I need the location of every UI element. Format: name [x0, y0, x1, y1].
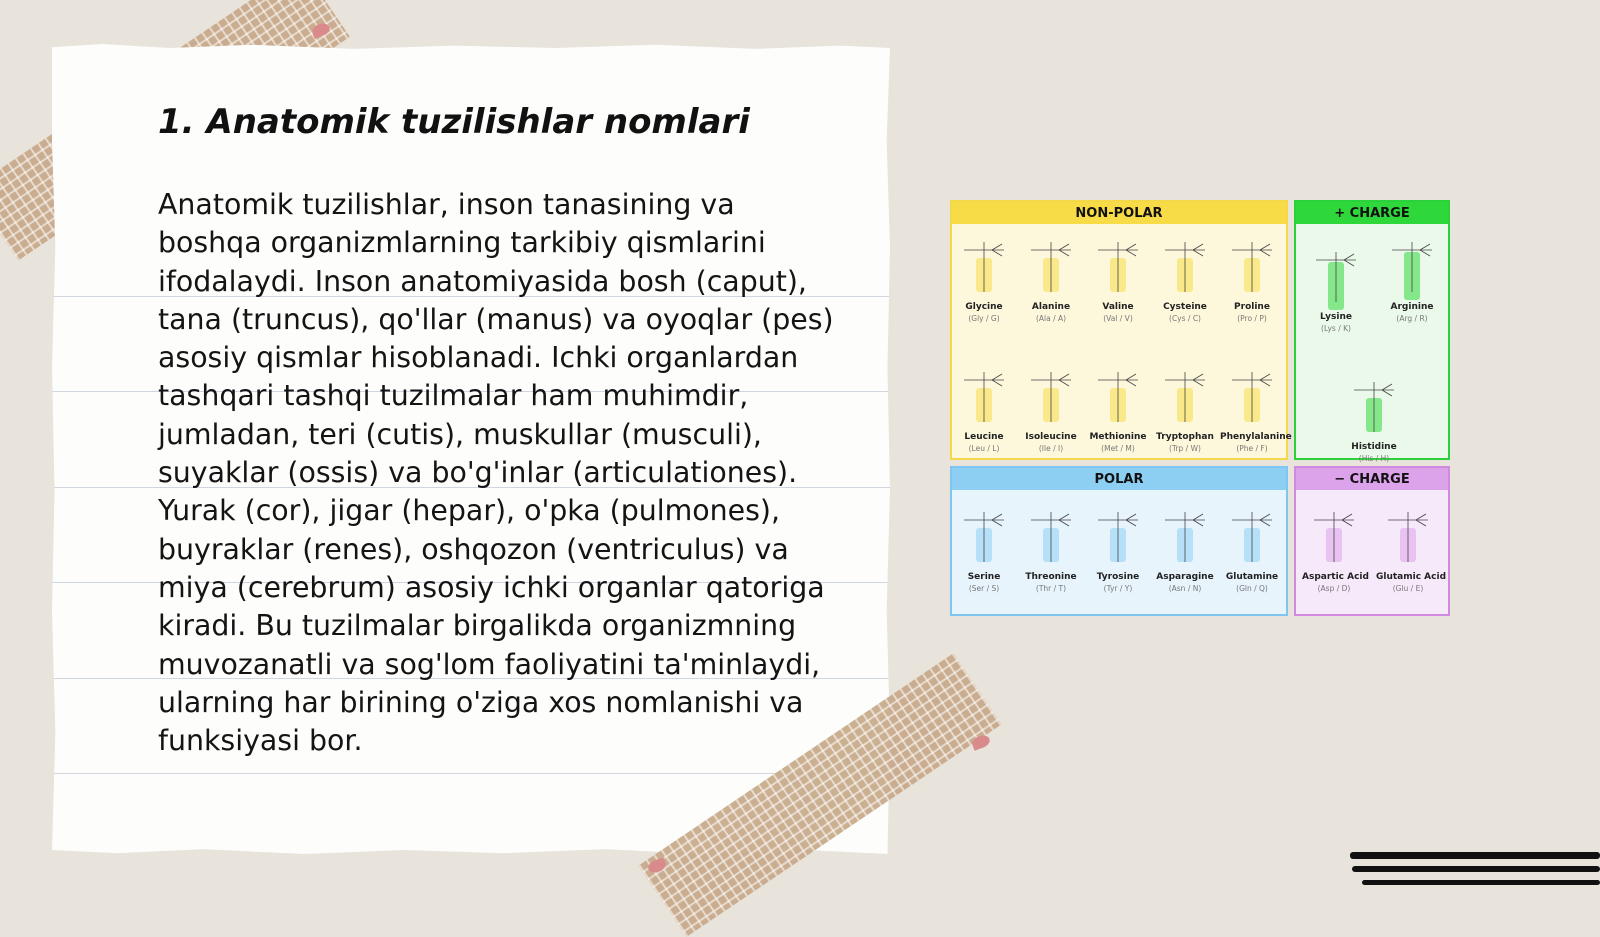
group-header: NON-POLAR	[952, 202, 1286, 224]
amino-acid-abbreviation: (Ser / S)	[968, 584, 1000, 593]
amino-acid-abbreviation: (Pro / P)	[1237, 314, 1267, 323]
amino-acid-arginine	[1380, 232, 1444, 323]
group-header: + CHARGE	[1296, 202, 1448, 224]
amino-acid-abbreviation: (Thr / T)	[1035, 584, 1067, 593]
amino-acid-name: Proline	[1234, 302, 1270, 312]
amino-acid-name: Cysteine	[1163, 302, 1207, 312]
amino-acid-name: Tryptophan	[1156, 432, 1214, 442]
molecule-structure-icon	[1025, 502, 1077, 572]
group-header: − CHARGE	[1296, 468, 1448, 490]
amino-acid-asparagine	[1153, 502, 1217, 593]
amino-acid-name: Asparagine	[1156, 572, 1214, 582]
amino-acid-name: Valine	[1102, 302, 1134, 312]
amino-acid-abbreviation: (Val / V)	[1103, 314, 1133, 323]
amino-acid-abbreviation: (Cys / C)	[1169, 314, 1201, 323]
amino-acid-abbreviation: (Glu / E)	[1392, 584, 1424, 593]
molecule-structure-icon	[958, 232, 1010, 302]
amino-acid-lysine	[1304, 242, 1368, 333]
amino-acid-abbreviation: (Gly / G)	[968, 314, 1000, 323]
amino-acid-name: Aspartic Acid	[1302, 572, 1369, 582]
amino-acid-name: Arginine	[1390, 302, 1434, 312]
molecule-structure-icon	[1308, 502, 1360, 572]
amino-acid-name: Glycine	[965, 302, 1003, 312]
amino-acid-name: Glutamine	[1225, 572, 1279, 582]
amino-acid-abbreviation: (Met / M)	[1101, 444, 1135, 453]
molecule-structure-icon	[1310, 242, 1362, 312]
molecule-structure-icon	[1226, 232, 1278, 302]
molecule-structure-icon	[1348, 372, 1400, 442]
amino-acid-abbreviation: (His / H)	[1358, 454, 1390, 463]
amino-acid-alanine	[1019, 232, 1083, 323]
amino-acid-name: Tyrosine	[1096, 572, 1140, 582]
amino-acid-name: Phenylalanine	[1220, 432, 1292, 442]
brush-stroke	[1362, 880, 1600, 885]
brush-stroke	[1350, 852, 1600, 859]
amino-acid-abbreviation: (Lys / K)	[1321, 324, 1351, 333]
amino-acid-tyrosine	[1086, 502, 1150, 593]
amino-acid-name: Histidine	[1351, 442, 1397, 452]
molecule-structure-icon	[958, 502, 1010, 572]
amino-acid-abbreviation: (Arg / R)	[1396, 314, 1428, 323]
amino-acid-glycine	[952, 232, 1016, 323]
group-polar	[950, 466, 1288, 616]
amino-acid-name: Alanine	[1031, 302, 1071, 312]
amino-acid-cysteine	[1153, 232, 1217, 323]
molecule-structure-icon	[1382, 502, 1434, 572]
group-plus-charge	[1294, 200, 1450, 463]
amino-acid-abbreviation: (Tyr / Y)	[1103, 584, 1133, 593]
molecule-structure-icon	[1025, 232, 1077, 302]
amino-acid-name: Methionine	[1089, 432, 1147, 442]
group-minus-charge	[1294, 466, 1450, 616]
slide-title: 1. Anatomik tuzilishlar nomlari	[158, 102, 750, 142]
molecule-structure-icon	[1159, 502, 1211, 572]
amino-acid-glutamine	[1220, 502, 1284, 593]
amino-acid-name: Lysine	[1320, 312, 1352, 322]
amino-acid-threonine	[1019, 502, 1083, 593]
amino-acid-name: Serine	[967, 572, 1001, 582]
amino-acid-phenylalanine	[1220, 362, 1292, 453]
slide-body-text: Anatomik tuzilishlar, inson tanasining va boshqa organizmlarning tarkibiy qismlarini ifodalaydi. Inson anatomiyasida bosh (caput), tana (truncus), qo'llar (manus) va oyoqlar (pes) asosiy qismlar hisoblanadi. Ichki organlardan tashqari tashqi tuzilmalar ham muhimdir, jumladan, teri (cutis), muskullar (musculi), suyaklar (ossis) va bo'g'inlar (articulationes). Yurak (cor), jigar (hepar), o'pka (pulmones), buyraklar (renes), oshqozon (ventriculus) va miya (cerebrum) asosiy ichki organlar qatoriga kiradi. Bu tuzilmalar birgalikda organizmning muvozanatli va sog'lom faoliyatini ta'minlaydi, ularning har birining o'ziga xos nomlanishi va funksiyasi bor.	[158, 188, 834, 758]
molecule-structure-icon	[1159, 232, 1211, 302]
amino-acid-abbreviation: (Gln / Q)	[1236, 584, 1268, 593]
amino-acid-aspartic-acid	[1302, 502, 1369, 593]
amino-acid-methionine	[1086, 362, 1150, 453]
amino-acid-abbreviation: (Phe / F)	[1236, 444, 1268, 453]
amino-acid-tryptophan	[1153, 362, 1217, 453]
amino-acid-valine	[1086, 232, 1150, 323]
amino-acid-name: Threonine	[1025, 572, 1077, 582]
amino-acid-proline	[1220, 232, 1284, 323]
group-nonpolar	[950, 200, 1292, 460]
molecule-structure-icon	[1386, 232, 1438, 302]
molecule-structure-icon	[1226, 502, 1278, 572]
amino-acid-abbreviation: (Asp / D)	[1317, 584, 1351, 593]
amino-acid-abbreviation: (Ile / I)	[1038, 444, 1064, 453]
molecule-structure-icon	[1092, 502, 1144, 572]
amino-acid-abbreviation: (Ala / A)	[1035, 314, 1067, 323]
amino-acid-abbreviation: (Leu / L)	[968, 444, 1000, 453]
molecule-structure-icon	[1226, 362, 1278, 432]
amino-acid-name: Glutamic Acid	[1376, 572, 1447, 582]
amino-acid-name: Isoleucine	[1025, 432, 1077, 442]
amino-acid-histidine	[1342, 372, 1406, 463]
amino-acid-name: Leucine	[964, 432, 1004, 442]
amino-acid-isoleucine	[1019, 362, 1083, 453]
ruled-line	[52, 773, 890, 774]
molecule-structure-icon	[1159, 362, 1211, 432]
amino-acid-leucine	[952, 362, 1016, 453]
brush-stroke	[1352, 866, 1600, 872]
amino-acid-chart	[950, 200, 1450, 616]
molecule-structure-icon	[958, 362, 1010, 432]
amino-acid-glutamic-acid	[1376, 502, 1447, 593]
molecule-structure-icon	[1025, 362, 1077, 432]
molecule-structure-icon	[1092, 232, 1144, 302]
molecule-structure-icon	[1092, 362, 1144, 432]
amino-acid-abbreviation: (Trp / W)	[1169, 444, 1201, 453]
amino-acid-serine	[952, 502, 1016, 593]
group-header: POLAR	[952, 468, 1286, 490]
amino-acid-abbreviation: (Asn / N)	[1168, 584, 1202, 593]
